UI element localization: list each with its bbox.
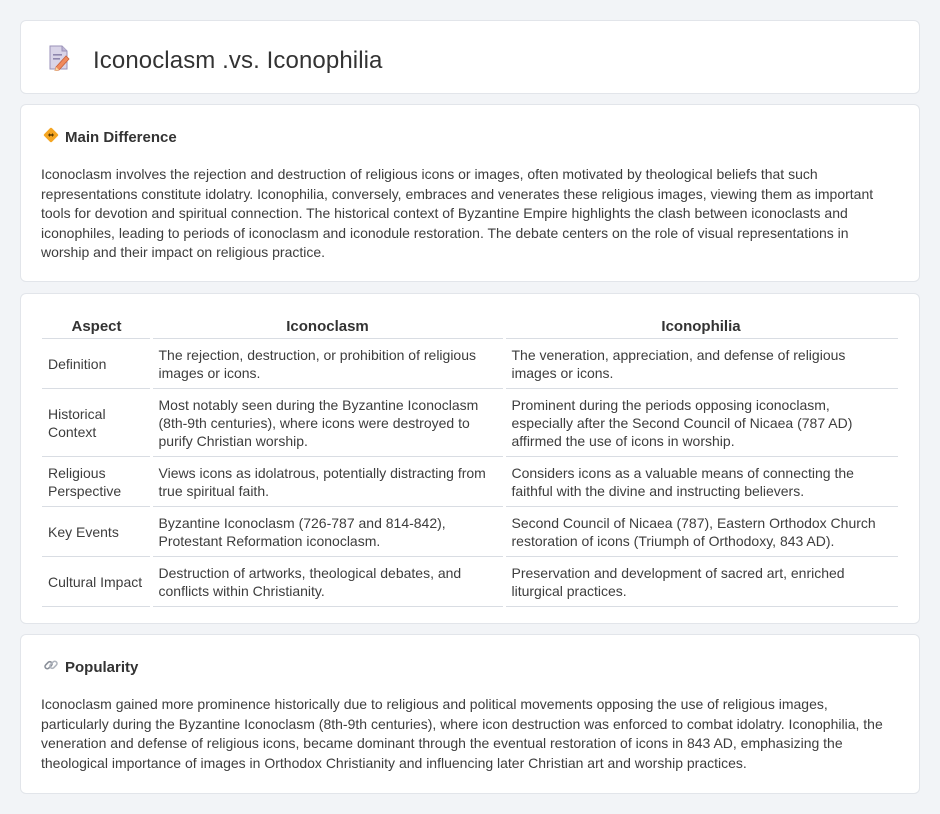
popularity-header [43, 657, 138, 678]
iconophilia-cell: Prominent during the periods opposing iconoclasm, especially after the Second Council of Nicaea (787 AD) affirmed the use of icons in worship. [504, 388, 898, 456]
table-header-row [42, 316, 898, 338]
document-pencil-icon [47, 45, 71, 76]
diamond-arrows-icon [43, 127, 59, 148]
main-difference-text: Iconoclasm involves the rejection and destruction of religious icons or images, often motivated by theological beliefs that such representations constitute idolatry. Iconophilia, conversely, embraces and venerates these religious images, viewing them as important tools for devotion and spiritual connection. The historical context of Byzantine Empire highlights the clash between iconoclasts and iconophiles, leading to periods of iconoclasm and iconodule restoration. The debate centers on the role of visual representations in worship and their impact on religious practice. [41, 166, 874, 260]
main-difference-heading: Main Difference [65, 129, 177, 146]
main-difference-card [20, 104, 920, 282]
table-row [42, 506, 898, 556]
comparison-table [42, 316, 898, 607]
aspect-cell: Cultural Impact [42, 556, 151, 606]
header-aspect: Aspect [42, 316, 151, 338]
page-title: Iconoclasm .vs. Iconophilia [93, 46, 383, 74]
popularity-heading: Popularity [65, 659, 139, 676]
header-iconophilia: Iconophilia [504, 316, 898, 338]
iconophilia-cell: Second Council of Nicaea (787), Eastern Orthodox Church restoration of icons (Triumph of Orthodoxy, 843 AD). [504, 506, 898, 556]
iconophilia-cell: The veneration, appreciation, and defense of religious images or icons. [504, 338, 898, 388]
iconophilia-cell: Preservation and development of sacred art, enriched liturgical practices. [504, 556, 898, 606]
title-card [20, 20, 920, 94]
link-icon [43, 657, 59, 678]
popularity-card [20, 634, 920, 794]
popularity-text: Iconoclasm gained more prominence historically due to religious and political movements opposing the use of religious images, particularly during the Byzantine Iconoclasm (8th-9th centuries), where icon destruction was enforced to combat idolatry. Iconophilia, the veneration and defense of religious icons, became dominant through the eventual restoration of icons in 843 AD, emphasizing the theological importance of images in Orthodox Christianity and influencing later Christian art and worship practices. [41, 696, 883, 771]
table-row [42, 556, 898, 606]
iconoclasm-cell: Views icons as idolatrous, potentially distracting from true spiritual faith. [151, 456, 504, 506]
comparison-card [20, 293, 920, 624]
table-row [42, 338, 898, 388]
header-iconoclasm: Iconoclasm [151, 316, 504, 338]
iconophilia-cell: Considers icons as a valuable means of connecting the faithful with the divine and instructing believers. [504, 456, 898, 506]
aspect-cell: Religious Perspective [42, 456, 151, 506]
table-row [42, 388, 898, 456]
aspect-cell: Definition [42, 338, 151, 388]
title-row [47, 45, 383, 76]
iconoclasm-cell: Destruction of artworks, theological debates, and conflicts within Christianity. [151, 556, 504, 606]
iconoclasm-cell: Byzantine Iconoclasm (726-787 and 814-842), Protestant Reformation iconoclasm. [151, 506, 504, 556]
table-row [42, 456, 898, 506]
aspect-cell: Historical Context [42, 388, 151, 456]
aspect-cell: Key Events [42, 506, 151, 556]
iconoclasm-cell: Most notably seen during the Byzantine Iconoclasm (8th-9th centuries), where icons were destroyed to purify Christian worship. [151, 388, 504, 456]
main-difference-header [43, 127, 177, 148]
iconoclasm-cell: The rejection, destruction, or prohibition of religious images or icons. [151, 338, 504, 388]
